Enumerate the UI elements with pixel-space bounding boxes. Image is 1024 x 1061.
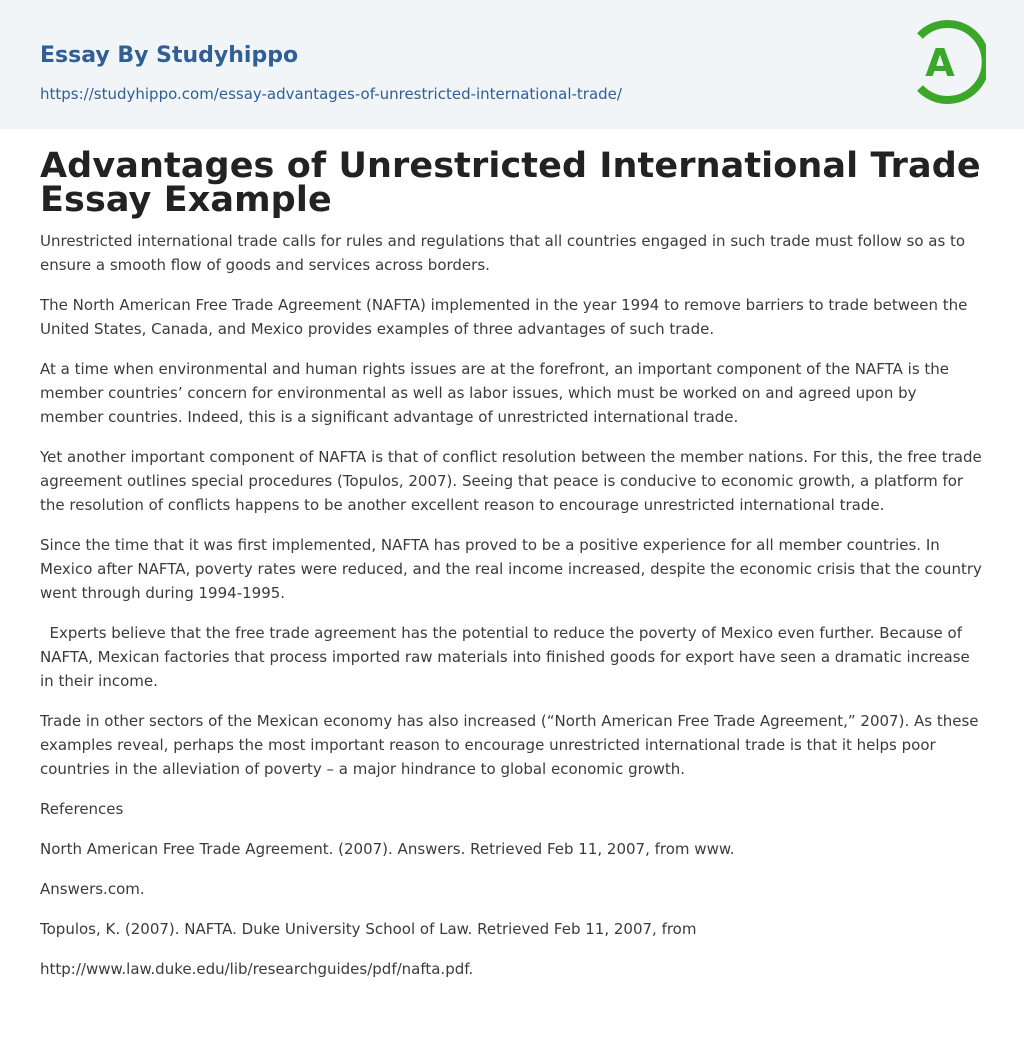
reference-entry: http://www.law.duke.edu/lib/researchguides/pdf/nafta.pdf.	[40, 960, 474, 978]
essay-paragraph: At a time when environmental and human rights issues are at the forefront, an important component of the NAFTA is the member countries’ concern for environmental as well as labor issues, which must be worked on and agreed upon by member countries. Indeed, this is a significant advantage of unrestricted international trade.	[40, 360, 950, 426]
brand-title[interactable]: Essay By Studyhippo	[40, 43, 299, 68]
reference-entry: Answers.com.	[40, 880, 145, 898]
logo-letter: A	[925, 41, 955, 85]
reference-entry: Topulos, K. (2007). NAFTA. Duke University School of Law. Retrieved Feb 11, 2007, from	[40, 920, 697, 938]
reference-entry: North American Free Trade Agreement. (2007). Answers. Retrieved Feb 11, 2007, from www.	[40, 840, 735, 858]
essay-title: Advantages of Unrestricted International Trade Essay Example	[40, 146, 981, 220]
essay-paragraph: Yet another important component of NAFTA is that of conflict resolution between the member nations. For this, the free trade agreement outlines special procedures (Topulos, 2007). Seeing that peace is conducive to economic growth, a platform for the resolution of conflicts happens to be another excellent reason to encourage unrestricted international trade.	[40, 448, 982, 514]
studyhippo-logo-icon[interactable]	[912, 19, 986, 105]
essay-content	[0, 146, 1024, 981]
source-url-link[interactable]: https://studyhippo.com/essay-advantages-of-unrestricted-international-trade/	[40, 85, 622, 103]
essay-paragraph: Since the time that it was first implemented, NAFTA has proved to be a positive experience for all member countries. In Mexico after NAFTA, poverty rates were reduced, and the real income increased, despite the economic crisis that the country went through during 1994-1995.	[40, 536, 982, 602]
essay-paragraph: Experts believe that the free trade agreement has the potential to reduce the poverty of Mexico even further. Because of NAFTA, Mexican factories that process imported raw materials into finished goods for export have seen a dramatic increase in their income.	[40, 624, 975, 690]
site-header	[0, 0, 1024, 129]
essay-paragraph: Unrestricted international trade calls for rules and regulations that all countries engaged in such trade must follow so as to ensure a smooth flow of goods and services across borders.	[40, 232, 966, 274]
essay-paragraph: Trade in other sectors of the Mexican economy has also increased (“North American Free Trade Agreement,” 2007). As these examples reveal, perhaps the most important reason to encourage unrestricted international trade is that it helps poor countries in the alleviation of poverty – a major hindrance to global economic growth.	[40, 712, 979, 778]
references-heading: References	[40, 800, 124, 818]
essay-paragraph: The North American Free Trade Agreement (NAFTA) implemented in the year 1994 to remove barriers to trade between the United States, Canada, and Mexico provides examples of three advantages of such trade.	[40, 296, 968, 338]
